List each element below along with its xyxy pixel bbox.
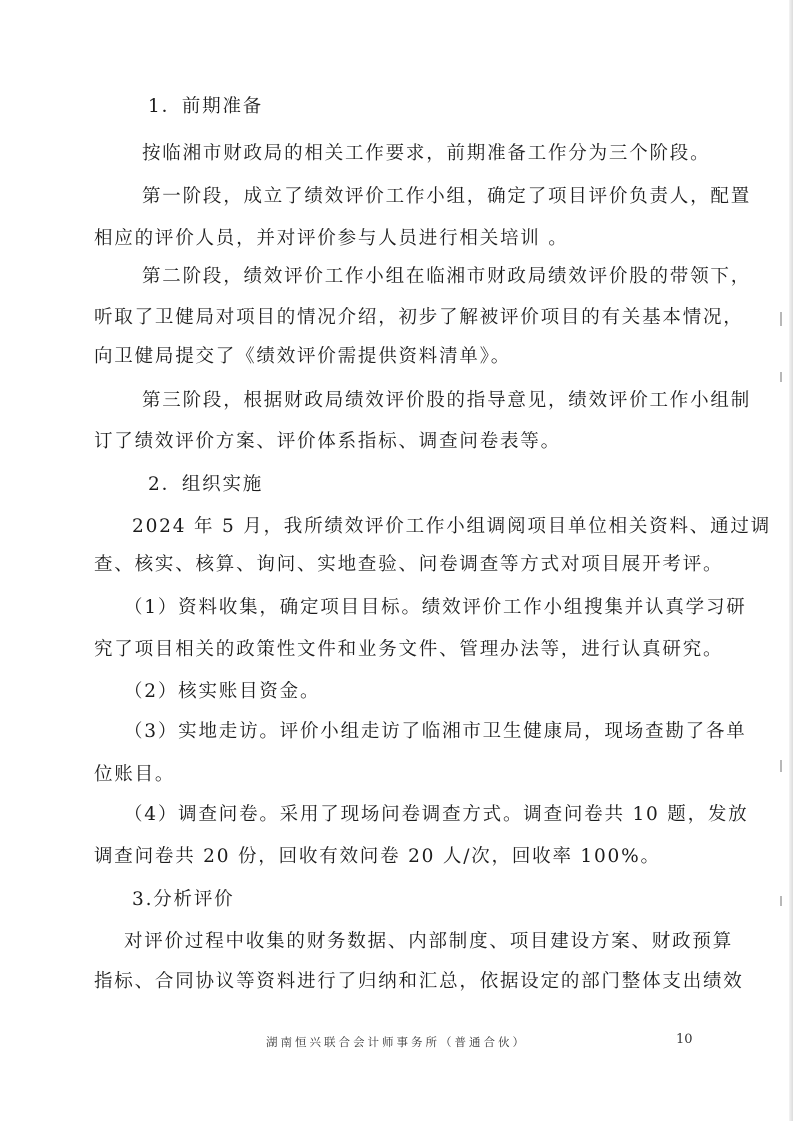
section-heading: 1．前期准备	[148, 96, 264, 117]
scan-mark	[780, 312, 782, 326]
scan-mark	[780, 896, 782, 906]
scan-edge	[789, 0, 793, 1121]
paragraph-line: 指标、合同协议等资料进行了归纳和汇总，依据设定的部门整体支出绩效	[94, 971, 744, 992]
scan-mark	[780, 760, 782, 772]
section-heading: 3.分析评价	[132, 889, 235, 910]
paragraph-line: 对评价过程中收集的财务数据、内部制度、项目建设方案、财政预算	[124, 931, 734, 952]
paragraph-line: 第一阶段，成立了绩效评价工作小组，确定了项目评价负责人，配置	[142, 186, 752, 207]
paragraph-line: 位账目。	[94, 764, 176, 785]
paragraph-line: 订了绩效评价方案、评价体系指标、调查问卷表等。	[94, 431, 561, 452]
paragraph-line: 查、核实、核算、询问、实地查验、问卷调查等方式对项目展开考评。	[94, 554, 724, 575]
paragraph-line: 调查问卷共 20 份，回收有效问卷 20 人/次，回收率 100%。	[94, 846, 661, 867]
paragraph-line: 究了项目相关的政策性文件和业务文件、管理办法等，进行认真研究。	[94, 639, 724, 660]
paragraph-line: （1）资料收集，确定项目目标。绩效评价工作小组搜集并认真学习研	[124, 597, 747, 618]
paragraph-line: 2024 年 5 月，我所绩效评价工作小组调阅项目单位相关资料、通过调	[132, 516, 771, 537]
paragraph-line: 按临湘市财政局的相关工作要求，前期准备工作分为三个阶段。	[142, 143, 711, 164]
scan-mark	[780, 372, 782, 382]
section-heading: 2．组织实施	[148, 474, 264, 495]
paragraph-line: （2）核实账目资金。	[124, 681, 321, 702]
footer-firm-name: 湖南恒兴联合会计师事务所（普通合伙）	[266, 1035, 527, 1049]
paragraph-line: 相应的评价人员，并对评价参与人员进行相关培训 。	[94, 228, 569, 249]
paragraph-line: （4）调查问卷。采用了现场问卷调查方式。调查问卷共 10 题，发放	[124, 804, 749, 825]
paragraph-line: 第三阶段，根据财政局绩效评价股的指导意见，绩效评价工作小组制	[142, 390, 752, 411]
paragraph-line: （3）实地走访。评价小组走访了临湘市卫生健康局，现场查勘了各单	[124, 721, 747, 742]
paragraph-line: 第二阶段，绩效评价工作小组在临湘市财政局绩效评价股的带领下，	[142, 266, 752, 287]
page-number: 10	[676, 1032, 693, 1047]
paragraph-line: 听取了卫健局对项目的情况介绍，初步了解被评价项目的有关基本情况，	[94, 307, 744, 328]
paragraph-line: 向卫健局提交了《绩效评价需提供资料清单》。	[94, 346, 512, 367]
